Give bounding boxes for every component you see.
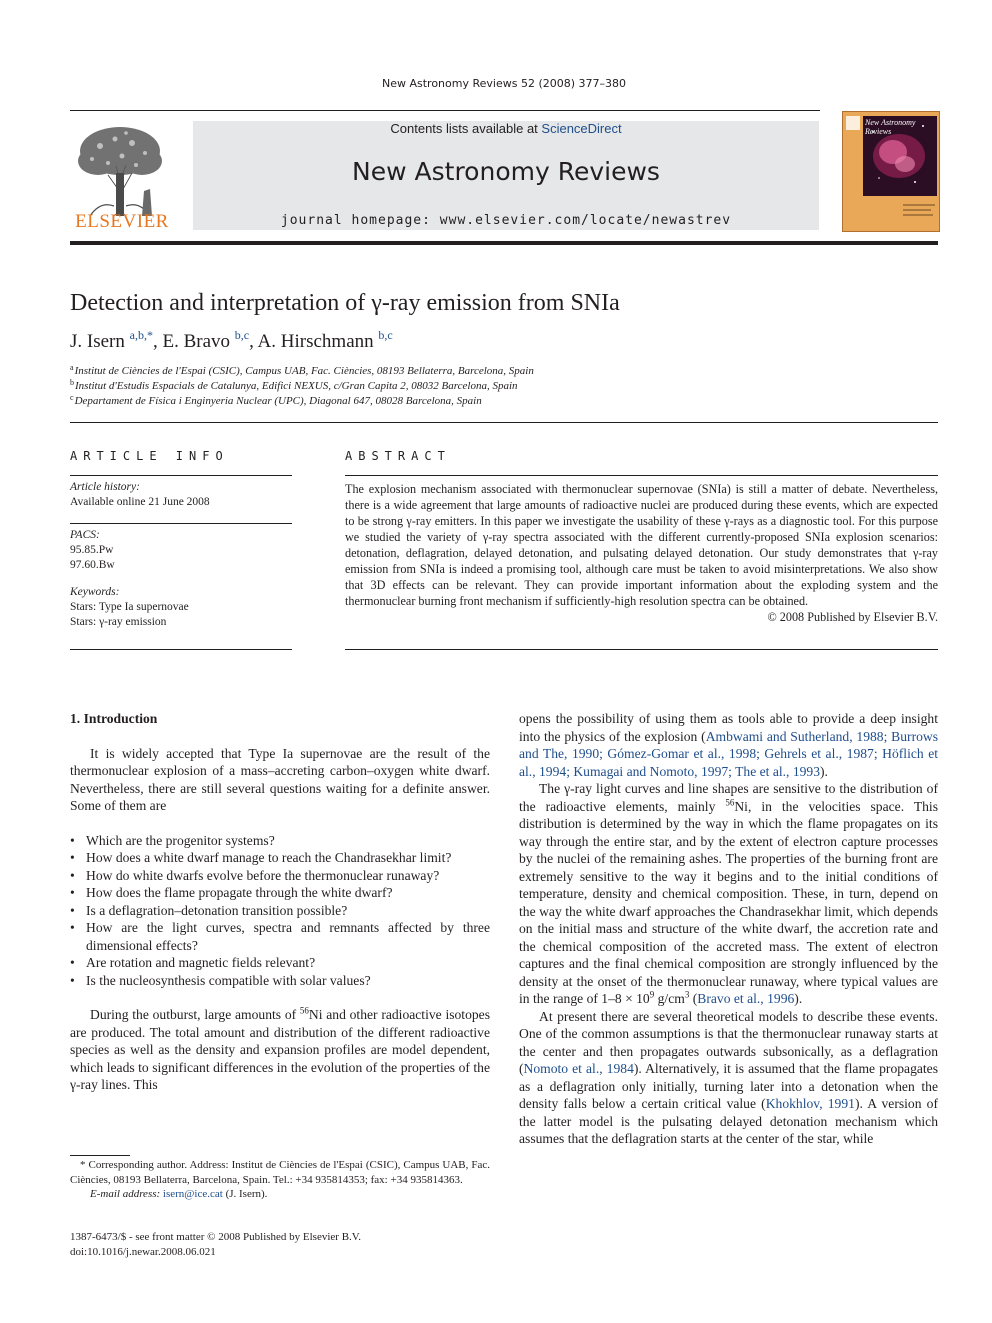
affiliation [70,380,518,392]
section-heading-introduction: 1. Introduction [70,711,158,726]
journal-cover-image [842,111,940,232]
author-affiliation-marks[interactable]: b,c [234,328,250,342]
history-label: Article history: [70,481,140,493]
pacs-label: PACS: [70,529,100,541]
text-run: opens the possibility of using them as tools able to provide a deep insight into the physics of the explosion ( [519,711,938,744]
doi-line: doi:10.1016/j.newar.2008.06.021 [70,1245,216,1258]
exponent: 9 [649,989,655,1000]
email-label: E-mail address: [90,1188,163,1200]
section-rule [70,422,938,423]
email-suffix: (J. Isern). [222,1188,268,1200]
author-name: A. Hirschmann [257,331,374,352]
email-link[interactable]: isern@ice.cat [162,1188,223,1200]
author-name: J. Isern [70,331,125,352]
list-item: • How do white dwarfs evolve before the thermonuclear runaway? [70,867,490,885]
list-item: • Are rotation and magnetic fields relevant? [70,954,490,972]
text-run: At present there are several theoretical models to describe these events. One of the common assumptions is that the thermonuclear runaway starts at the center and then propagates outwards subsonically, as a deflagration ( [519,1008,938,1076]
abstract-heading: ABSTRACT [345,449,451,463]
list-item: • Is the nucleosynthesis compatible with solar values? [70,972,490,990]
text-run: During the outburst, large amounts of [90,1007,300,1022]
reference-link[interactable]: Khokhlov, 1991 [765,1096,855,1111]
article-info-rule [70,649,292,650]
pacs-block [70,528,292,573]
email-line [70,1187,490,1202]
list-item: • Is a deflagration–detonation transition possible? [70,902,490,920]
corresponding-author-note: * Corresponding author. Address: Institut de Ciències de l'Espai (CSIC), Campus UAB, Fac. Ciències, 08193 Bellaterra, Barcelona, Spain. Tel.: +34 935814353; fax: +34 935814363. [70,1159,490,1186]
contents-line [193,121,819,136]
author-affiliation-marks[interactable]: b,c [378,328,393,342]
abstract-copyright: © 2008 Published by Elsevier B.V. [767,610,938,624]
abstract-rule [345,649,938,650]
affiliation [70,365,534,377]
text-run: ( [689,991,698,1006]
body-paragraph [519,780,938,1008]
keywords-block [70,585,292,630]
affiliation [70,395,482,407]
homepage-prefix: journal homepage: [280,213,440,228]
intro-paragraph: It is widely accepted that Type Ia supernovae are the result of the thermonuclear explosion of a mass–accreting carbon–oxygen white dwarf. Nevertheless, there are still several questions waiting for a definite answer. Some of them are [70,745,490,813]
text-run: ). [794,991,803,1006]
abstract-text: The explosion mechanism associated with thermonuclear supernovae (SNIa) is still a matter of debate. Nevertheless, there is a wide agreement that large amounts of radioactive nuclei are produced during these events, which are expected to be strong γ-ray emitters. In this paper we investigate the usability of these γ-rays as a diagnostic tool. For this purpose we studied the variety of γ-ray spectra associated with the different currently-proposed SNIa explosion scenarios: detonation, deflagration, delayed detonation, and pulsating delayed detonation. Our study demonstrates that γ-ray emission from SNIa is indeed a promising tool, although care must be taken to avoid misinterpretations. We also show that 3D effects can be relevant. They can provide important information about the exploding system and the thermonuclear burning front mechanism if sufficiently-high resolution spectra can be obtained. [345,482,938,608]
article-title: Detection and interpretation of γ-ray emission from SNIa [70,290,620,316]
contents-prefix: Contents lists available at [390,121,542,136]
keyword: Stars: Type Ia supernovae [70,601,189,613]
reference-links[interactable]: Ambwami and Sutherland, 1988; Burrows and The, 1990; Gómez-Gomar et al., 1998; Gehrels et al., 1987; Höflich et al., 1994; Kumagai and Nomoto, 1997; The et al., 1993 [519,728,938,779]
cover-title: New Astronomy Reviews [865,118,916,136]
affiliation-key: b [70,378,74,387]
elsevier-logo [70,121,174,233]
elsevier-tree-icon [70,121,174,219]
intro-paragraph [70,1006,490,1094]
article-info-heading: ARTICLE INFO [70,449,229,463]
body-paragraph [519,1008,938,1148]
exponent: 3 [684,989,690,1000]
journal-banner [193,121,819,230]
affiliation-key: a [70,363,74,372]
header-top-rule [70,110,820,111]
right-column [519,710,938,1148]
footnote-rule [70,1155,130,1156]
body-paragraph [519,710,938,780]
reference-link[interactable]: Nomoto et al., 1984 [523,1061,634,1076]
affiliation-text: Departament de Física i Enginyeria Nuclear (UPC), Diagonal 647, 08028 Barcelona, Spain [74,395,482,407]
left-column [70,710,490,1094]
pacs-code: 97.60.Bw [70,559,115,571]
article-history [70,480,292,510]
text-run: Ni and other radioactive isotopes are produced. The total amount and distribution of the different radioactive species as well as the density and expansion profiles are model dependent, which leads to significant differences in the evolution of the properties of the γ-ray lines. This [70,1007,491,1092]
journal-citation: New Astronomy Reviews 52 (2008) 377–380 [381,77,627,90]
author-list: J. Isern $^{a,b,*}$, E. Bravo $^{b,c}$, A. Hirschmann $^{b,c}$ [70,328,393,352]
reference-link[interactable]: Bravo et al., 1996 [697,991,795,1006]
text-run: ). Alternatively, it is assumed that the flame propagates as a deflagration only initially, turning later into a detonation when the density falls below a certain critical value ( [519,1061,938,1111]
isotope-mass-number: 56 [299,1005,309,1016]
article-info-rule [70,475,292,476]
author-name: E. Bravo [162,331,231,352]
text-run: Ni, in the velocities space. This distribution is determined by the way in which the flame propagates on its way through the entire star, and by the extent of electron capture processes by the nuclei of the remaining ashes. The properties of the burning front are extremely sensitive to the way it begins and to the initial conditions of temperature, density and chemical composition. These, in turn, depend on the way the white dwarf approaches the Chandrasekhar limit, which depends on the initial mass and structure of the white dwarf, the accretion rate and the chemical composition of the accreted mass. The extent of electron captures and the final chemical composition are strongly influenced by the density at the onset of the thermonuclear runaway, where typical values are in the range of 1–8 × 10 [519,798,938,1006]
issn-line: 1387-6473/$ - see front matter © 2008 Published by Elsevier B.V. [70,1231,362,1243]
homepage-url[interactable]: www.elsevier.com/locate/newastrev [439,213,732,228]
sciencedirect-link[interactable]: ScienceDirect [541,121,622,136]
affiliation-text: Institut d'Estudis Espacials de Catalunya, Edifici NEXUS, c/Gran Capita 2, 08032 Barcelona, Spain [75,380,518,392]
bottom-front-matter [70,1230,490,1259]
research-questions-list [70,832,490,990]
author-affiliation-marks[interactable]: a,b,* [129,328,153,342]
footnote [70,1158,490,1202]
affiliation-text: Institut de Ciències de l'Espai (CSIC), Campus UAB, Fac. Ciències, 08193 Bellaterra, Barcelona, Spain [74,365,534,377]
pacs-code: 95.85.Pw [70,544,114,556]
isotope-mass-number: 56 [725,796,735,807]
affiliation-key: c [70,393,74,402]
abstract-rule [345,475,938,476]
journal-homepage-line [193,213,819,228]
list-item: • How are the light curves, spectra and remnants affected by three dimensional effects? [70,919,490,954]
journal-title: New Astronomy Reviews [352,157,660,186]
list-item: • How does the flame propagate through the white dwarf? [70,884,490,902]
article-info-rule [70,523,292,524]
header-thick-rule [70,241,938,245]
keyword: Stars: γ-ray emission [70,616,167,628]
elsevier-wordmark: ELSEVIER [75,211,169,232]
text-run: The γ-ray light curves and line shapes are sensitive to the distribution of the radioactive elements, mainly [519,781,938,814]
abstract-body [345,481,938,625]
history-value: Available online 21 June 2008 [70,496,210,508]
keywords-label: Keywords: [70,586,120,598]
text-run: ). A version of the latter model is the pulsating delayed detonation mechanism which assumes that the deflagration starts at the center of the star, while [519,1096,938,1146]
list-item: • Which are the progenitor systems? [70,832,490,850]
text-run: ). [820,763,828,779]
list-item: • How does a white dwarf manage to reach the Chandrasekhar limit? [70,849,490,867]
text-run: g/cm [654,991,685,1006]
